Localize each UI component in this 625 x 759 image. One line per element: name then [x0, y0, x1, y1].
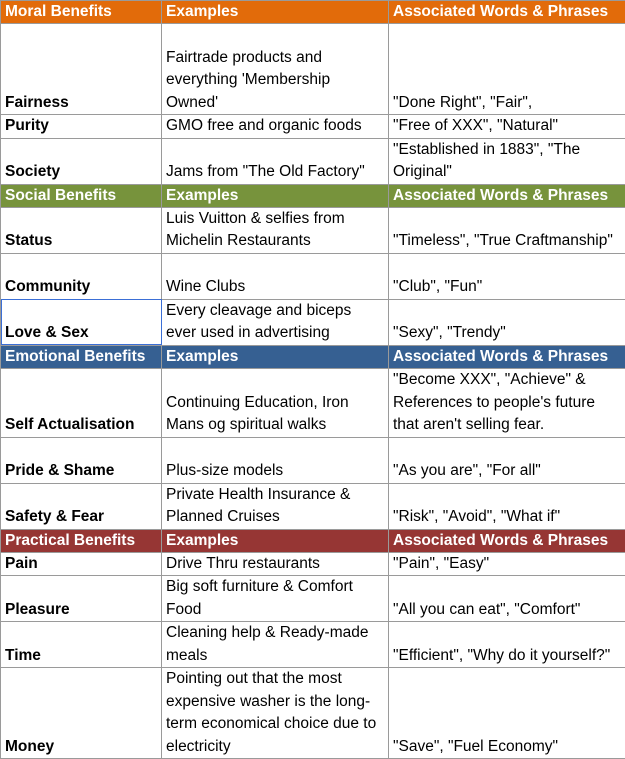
benefit-label[interactable]: Money [1, 668, 162, 759]
header-category[interactable]: Emotional Benefits [1, 345, 162, 368]
benefit-label[interactable]: Self Actualisation [1, 368, 162, 437]
example-cell[interactable]: Luis Vuitton & selfies from Michelin Restaurants [162, 207, 389, 253]
example-cell[interactable]: Every cleavage and biceps ever used in advertising [162, 299, 389, 345]
example-cell[interactable]: Cleaning help & Ready-made meals [162, 622, 389, 668]
words-cell[interactable]: "Become XXX", "Achieve" & References to people's future that aren't selling fear. [389, 368, 625, 437]
section-header-practical [1, 529, 625, 552]
words-cell[interactable]: "Sexy", "Trendy" [389, 299, 625, 345]
header-words[interactable]: Associated Words & Phrases [389, 184, 625, 207]
words-cell[interactable]: "Risk", "Avoid", "What if" [389, 483, 625, 529]
words-cell[interactable]: "As you are", "For all" [389, 437, 625, 483]
benefit-label[interactable]: Community [1, 253, 162, 299]
header-examples[interactable]: Examples [162, 529, 389, 552]
example-cell[interactable]: GMO free and organic foods [162, 115, 389, 139]
example-cell[interactable]: Continuing Education, Iron Mans og spiritual walks [162, 368, 389, 437]
table-row [1, 552, 625, 576]
section-header-social [1, 184, 625, 207]
benefit-label[interactable]: Status [1, 207, 162, 253]
benefit-label[interactable]: Pleasure [1, 576, 162, 622]
header-words[interactable]: Associated Words & Phrases [389, 345, 625, 368]
words-cell[interactable]: "Club", "Fun" [389, 253, 625, 299]
example-cell[interactable]: Wine Clubs [162, 253, 389, 299]
header-category[interactable]: Social Benefits [1, 184, 162, 207]
example-cell[interactable]: Big soft furniture & Comfort Food [162, 576, 389, 622]
table-row [1, 483, 625, 529]
table-row [1, 115, 625, 139]
benefit-label[interactable]: Society [1, 138, 162, 184]
table-row [1, 253, 625, 299]
table-row [1, 437, 625, 483]
header-category[interactable]: Moral Benefits [1, 1, 162, 24]
table-row [1, 138, 625, 184]
section-header-emotional [1, 345, 625, 368]
example-cell[interactable]: Plus-size models [162, 437, 389, 483]
table-row [1, 368, 625, 437]
example-cell[interactable]: Drive Thru restaurants [162, 552, 389, 576]
benefit-label[interactable]: Time [1, 622, 162, 668]
words-cell[interactable]: "Save", "Fuel Economy" [389, 668, 625, 759]
table-row [1, 576, 625, 622]
benefit-label[interactable]: Fairness [1, 24, 162, 115]
words-cell[interactable]: "Free of XXX", "Natural" [389, 115, 625, 139]
header-words[interactable]: Associated Words & Phrases [389, 529, 625, 552]
benefit-label[interactable]: Pride & Shame [1, 437, 162, 483]
benefit-label[interactable]: Pain [1, 552, 162, 576]
table-row [1, 299, 625, 345]
header-words[interactable]: Associated Words & Phrases [389, 1, 625, 24]
table-row [1, 24, 625, 115]
words-cell[interactable]: "Done Right", "Fair", [389, 24, 625, 115]
benefit-label[interactable]: Love & Sex [1, 299, 162, 345]
example-cell[interactable]: Private Health Insurance & Planned Cruises [162, 483, 389, 529]
table-row [1, 622, 625, 668]
example-cell[interactable]: Fairtrade products and everything 'Membership Owned' [162, 24, 389, 115]
table-row [1, 207, 625, 253]
benefit-label[interactable]: Purity [1, 115, 162, 139]
words-cell[interactable]: "All you can eat", "Comfort" [389, 576, 625, 622]
words-cell[interactable]: "Timeless", "True Craftmanship" [389, 207, 625, 253]
example-cell[interactable]: Pointing out that the most expensive washer is the long-term economical choice due to electricity [162, 668, 389, 759]
example-cell[interactable]: Jams from "The Old Factory" [162, 138, 389, 184]
table-row [1, 668, 625, 759]
benefit-label[interactable]: Safety & Fear [1, 483, 162, 529]
words-cell[interactable]: "Established in 1883", "The Original" [389, 138, 625, 184]
header-category[interactable]: Practical Benefits [1, 529, 162, 552]
header-examples[interactable]: Examples [162, 184, 389, 207]
header-examples[interactable]: Examples [162, 345, 389, 368]
words-cell[interactable]: "Pain", "Easy" [389, 552, 625, 576]
header-examples[interactable]: Examples [162, 1, 389, 24]
words-cell[interactable]: "Efficient", "Why do it yourself?" [389, 622, 625, 668]
section-header-moral [1, 1, 625, 24]
